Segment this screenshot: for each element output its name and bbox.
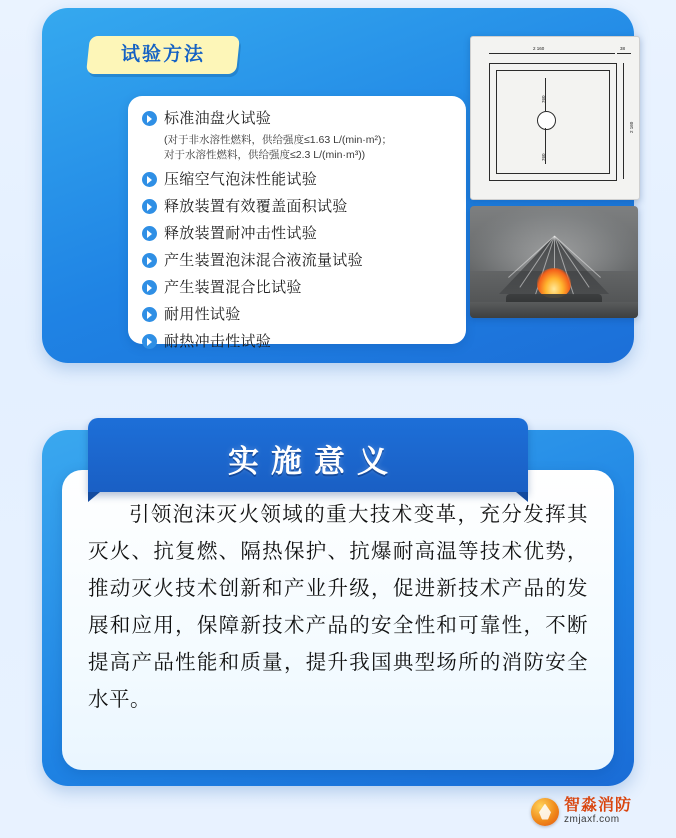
flame-logo-icon (531, 798, 559, 826)
play-bullet-icon (142, 199, 157, 214)
drawing-dim-bottom-label: 760 (541, 153, 546, 161)
footer-brand-name: 智淼消防 (563, 797, 632, 814)
footer-brand-texts (564, 797, 632, 826)
drawing-dim-top-right-label: 38 (620, 46, 626, 51)
test-methods-badge-label: 试验方法 (120, 44, 205, 65)
play-bullet-icon (142, 226, 157, 241)
list-item-label: 标准油盘火试验 (164, 110, 272, 127)
list-item (138, 302, 454, 327)
drawing-dim-right-label: 2 160 (629, 121, 634, 133)
play-bullet-icon (142, 111, 157, 126)
test-methods-badge (86, 36, 240, 74)
list-item-label: 产生装置混合比试验 (164, 279, 302, 296)
list-item-label: 释放装置有效覆盖面积试验 (164, 198, 348, 215)
list-item-label: 耐热冲击性试验 (164, 333, 272, 350)
list-item (138, 275, 454, 300)
meaning-ribbon-title: 实施意义 (228, 444, 400, 479)
test-methods-list-panel (128, 96, 466, 350)
list-item-label: 产生装置泡沫混合液流量试验 (164, 252, 363, 269)
list-item-label: 释放装置耐冲击性试验 (164, 225, 318, 242)
play-bullet-icon (142, 307, 157, 322)
footer-brand-url: zmjaxf.com (563, 814, 620, 825)
photo-ground (470, 302, 638, 318)
meaning-ribbon (88, 418, 528, 492)
drawing-dim-left-label: 760 (541, 95, 546, 103)
test-methods-card (42, 8, 634, 363)
list-item (138, 194, 454, 219)
play-bullet-icon (142, 253, 157, 268)
play-bullet-icon (142, 172, 157, 187)
list-item (138, 329, 454, 354)
drawing-center-circle (537, 111, 556, 130)
list-item (138, 221, 454, 246)
list-item (138, 167, 454, 192)
oil-pan-dimension-drawing (470, 36, 640, 200)
list-item (138, 248, 454, 273)
drawing-dim-top-label: 2 160 (533, 46, 545, 51)
drawing-top-dim-line-small (617, 53, 631, 54)
list-item (138, 106, 454, 131)
list-item-note: (对于非水溶性燃料，供给强度≤1.63 L/(min·m²)； 对于水溶性燃料，供给强度≤2.3 L/(min·m³)) (164, 134, 393, 161)
list-item-label: 压缩空气泡沫性能试验 (164, 171, 318, 188)
footer-brand (531, 797, 632, 826)
meaning-body-text: 引领泡沫灭火领域的重大技术变革，充分发挥其灭火、抗复燃、隔热保护、抗爆耐高温等技术优势，推动灭火技术创新和产业升级，促进新技术产品的发展和应用，保障新技术产品的安全性和可靠性，不断提高产品性能和质量，提升我国典型场所的消防安全水平。 (88, 503, 588, 711)
drawing-right-dim-line (623, 63, 624, 179)
burn-test-photo (470, 206, 638, 318)
play-bullet-icon (142, 334, 157, 349)
meaning-panel (62, 470, 614, 770)
drawing-top-dim-line (489, 53, 615, 54)
play-bullet-icon (142, 280, 157, 295)
list-item-label: 耐用性试验 (164, 306, 241, 323)
